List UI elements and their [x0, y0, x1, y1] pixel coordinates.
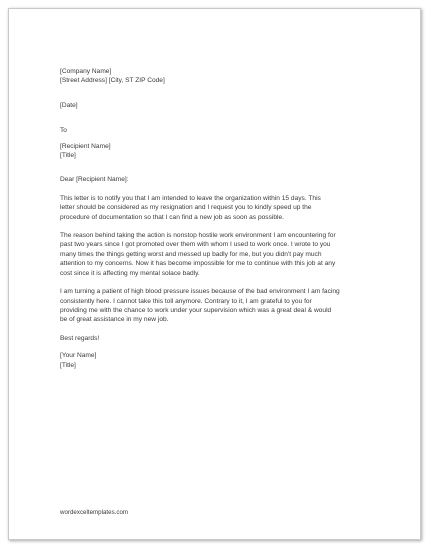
paragraph-line: This letter is to notify you that I am intended to leave the organization within 15 days. This — [60, 194, 321, 202]
letter-content — [60, 67, 382, 370]
paragraph-line: many times the things getting worst and messed up badly for me, but you didn't pay much — [60, 250, 322, 258]
to-label: To — [60, 127, 67, 135]
paragraph-line: past two years since I got promoted over them with whom I used to work once. I wrote to you — [60, 241, 331, 249]
recipient-name: [Recipient Name] — [60, 142, 111, 150]
paragraph-line: be of great assistance in my new job. — [60, 316, 169, 324]
paragraph-line: providing me with the chance to work under your supervision which was a great deal & would — [60, 306, 332, 314]
signature-name: [Your Name] — [60, 352, 97, 360]
paragraph-line: consistently here. I cannot take this toll anymore. Contrary to it, I am grateful to you for — [60, 297, 312, 305]
sender-address: [Street Address] [City, ST ZIP Code] — [60, 77, 165, 85]
paragraph-line: procedure of documentation so that I can find a new job as soon as possible. — [60, 213, 284, 221]
paragraph-line: letter should be considered as my resignation and I request you to kindly speed up the — [60, 204, 312, 212]
footer-watermark: wordexceltemplates.com — [60, 509, 129, 516]
recipient-title: [Title] — [60, 152, 76, 160]
closing: Best regards! — [60, 334, 100, 342]
letter-date: [Date] — [60, 101, 78, 109]
signature-title: [Title] — [60, 361, 76, 369]
document-page — [8, 8, 421, 540]
paragraph-line: The reason behind taking the action is nonstop hostile work environment I am encountering for — [60, 232, 336, 240]
body-paragraph-1 — [60, 194, 382, 222]
body-paragraph-3 — [60, 287, 382, 325]
body-paragraph-2 — [60, 231, 382, 278]
salutation: Dear [Recipient Name]: — [60, 176, 129, 184]
paragraph-line: cost since it is affecting my mental solace badly. — [60, 269, 200, 277]
paragraph-line: I am turning a patient of high blood pressure issues because of the bad environment I am facing — [60, 288, 340, 296]
sender-company: [Company Name] — [60, 68, 112, 75]
paragraph-line: attention to my concerns. Now it has become impossible for me to continue with this job at any — [60, 260, 336, 268]
